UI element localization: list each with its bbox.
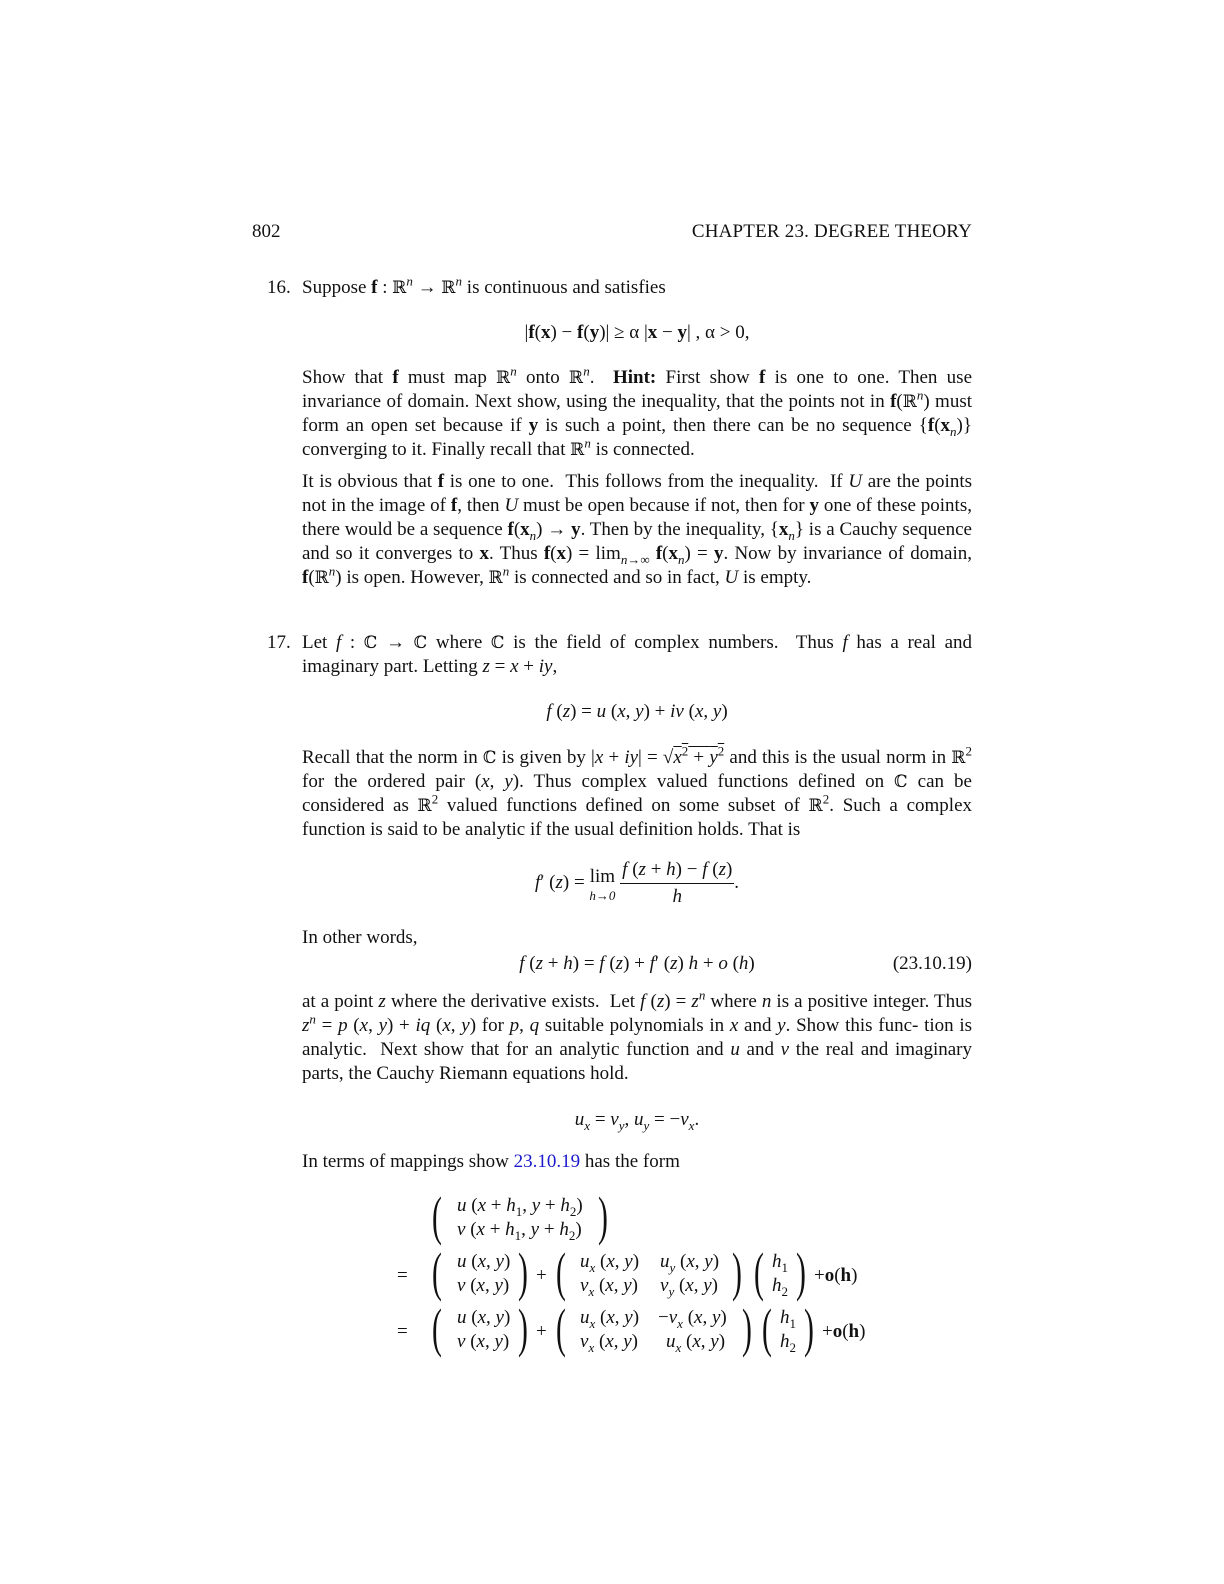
problem-number: 16. xyxy=(267,277,291,298)
chapter-title: CHAPTER 23. DEGREE THEORY xyxy=(691,221,972,242)
equation-link[interactable]: 23.10.19 xyxy=(513,1151,581,1172)
cauchy-riemann-equations: $u_x = v_y$, $u_y = -v_x$. xyxy=(574,1109,700,1133)
matrix-row-2: = ( u (x, y) v (x, y) ) + ( $u_x$ (x, y) $v_x$ (x, y) $-v_x$ (x, y) $u_x$ (x, y) ) ( $h_1$ $h_2$ ) +o(h) xyxy=(397,1298,866,1358)
inequality-equation: |f(x) − f(y)| ≥ α |x − y| , α > 0, xyxy=(524,322,750,343)
page-number: 802 xyxy=(252,221,281,242)
problem-16-solution: It is obvious that f is one to one. This follows from the inequality. If U are the points not in the image of f, then U must be open because if not, then for y one of these points, there would be a sequence $f(x_n) \to y$. Then by the inequality, $\{x_n\}$ is a Cauchy sequence and so it converges to x. Thus $f(x) = \lim_{n\to\infty} f(x_n) = y$. Now by invariance of domain, f(ℝ$^n$) is open. However, ℝ$^n$ is connected and so in fact, U is empty. xyxy=(302,471,972,588)
problem-17-intro: Let f : ℂ → ℂ where ℂ is the field of complex numbers. Thus f has a real and imaginary part. Letting z = x + iy, xyxy=(302,632,973,677)
problem-16-intro: Suppose f : ℝ$^n$ → ℝ$^n$ is continuous and satisfies xyxy=(302,273,666,298)
norm-paragraph: Recall that the norm in ℂ is given by $|x + iy| = √x^2 + y^2$ and this is the usual norm in ℝ$^2$ for the ordered pair (x, y). Thus complex valued functions defined on ℂ can be considered as ℝ$^2$ valued functions defined on some subset of ℝ$^2$. Such a complex function is said to be analytic if the usual definition holds. That is xyxy=(302,743,972,840)
complex-function-equation: f (z) = u (x, y) + iv (x, y) xyxy=(546,701,728,722)
problem-16-body: Show that f must map ℝ$^n$ onto ℝ$^n$. Hint: First show f is one to one. Then use invariance of domain. Next show, using the inequality, that the points not in f(ℝ$^n$) must form an open set because if y is such a point, then there can be no sequence $\{f(x_n)\}$ converging to it. Finally recall that ℝ$^n$ is connected. xyxy=(302,363,973,460)
equation-label: (23.10.19) xyxy=(892,953,972,974)
problem-number: 17. xyxy=(267,632,291,653)
matrix-row-1: = ( u (x, y) v (x, y) ) + ( $u_x$ (x, y) $v_x$ (x, y) $u_y$ (x, y) $v_y$ (x, y) ) ( $h_1$ $h_2$ ) +o(h) xyxy=(397,1242,858,1302)
page-header xyxy=(252,220,972,246)
derivative-definition: f′ (z) = lim h→0 $\frac{f (z + h) - f (z)}{h}$ . xyxy=(534,859,740,907)
equation-23-10-19: f (z + h) = f (z) + f′ (z) h + o (h) (23.10.19) xyxy=(519,953,972,974)
other-words: In other words, xyxy=(302,927,418,948)
matrix-row-lhs: ( u ($x + h_1$, $y + h_2$) v ($x + h_1$, $y + h_2$) ) xyxy=(432,1186,608,1246)
cauchy-riemann-paragraph: at a point z where the derivative exists. Let f $(z) = z^n$ where n is a positive integer. Thus $z^n = p$ (x, y) + iq (x, y) for p, q suitable polynomials in x and y. Show this func- tion is analytic. Next show that for an analytic function and u and v the real and imaginary parts, the Cauchy Riemann equations hold. xyxy=(302,987,973,1084)
mapping-paragraph: In terms of mappings show 23.10.19 has the form xyxy=(302,1151,680,1172)
